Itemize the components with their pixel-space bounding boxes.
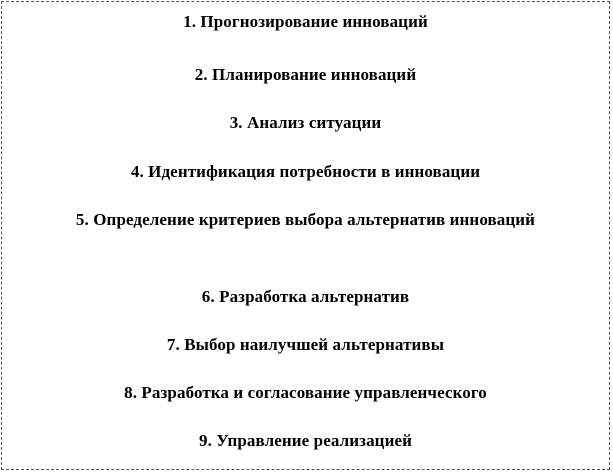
step-item: 7. Выбор наилучшей альтернативы [166, 335, 445, 354]
step-item: 8. Разработка и согласование управленческого [124, 383, 487, 402]
step-item: 1. Прогнозирование инноваций [183, 12, 428, 31]
step-item: 5. Определение критериев выбора альтернатив инноваций [75, 210, 536, 229]
document-frame [1, 1, 610, 470]
step-item: 9. Управление реализацией [199, 431, 412, 450]
step-item: 6. Разработка альтернатив [201, 287, 410, 306]
step-item: 3. Анализ ситуации [229, 113, 382, 132]
step-item: 4. Идентификация потребности в инновации [130, 162, 481, 181]
step-item: 2. Планирование инноваций [194, 65, 417, 84]
